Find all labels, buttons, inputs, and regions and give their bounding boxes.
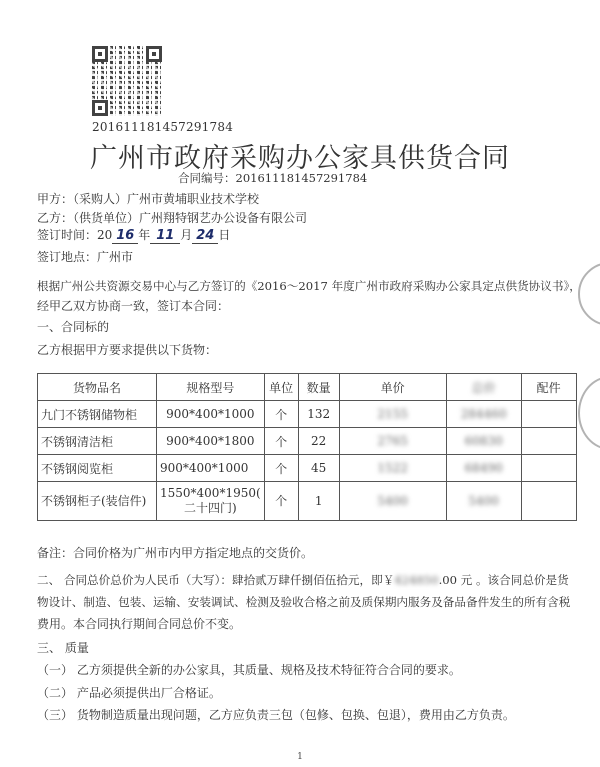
section-3-heading: 三、 质量 — [37, 641, 89, 655]
section-2-line-1 — [37, 572, 569, 588]
cell-spec: 900*400*1000 — [157, 455, 265, 482]
cell-unit: 个 — [264, 428, 298, 455]
seal-stamp-middle — [578, 376, 600, 450]
qr-finder-icon — [92, 46, 108, 62]
party-b — [37, 209, 307, 226]
quality-item-1: （一） 乙方须提供全新的办公家具，其质量、规格及技术特征符合合同的要求。 — [37, 663, 461, 677]
sign-year-handwritten: 16 — [112, 228, 138, 244]
goods-table — [37, 373, 577, 521]
qr-finder-icon — [146, 46, 162, 62]
table-row — [38, 401, 577, 428]
intro-line-2: 经甲乙双方协商一致，签订本合同： — [37, 299, 230, 313]
page-number: 1 — [297, 752, 303, 762]
cell-unit-price: 2765 — [339, 428, 446, 455]
table-row — [38, 482, 577, 521]
qr-number: 201611181457291784 — [92, 120, 234, 134]
cell-unit: 个 — [264, 455, 298, 482]
sign-day-handwritten: 24 — [192, 228, 218, 244]
sign-place-label: 签订地点： — [37, 250, 98, 264]
cell-qty: 132 — [298, 401, 339, 428]
section-2-line-2: 物设计、制造、包装、运输、安装调试、检测及验收合格之前及质保期内服务及备品备件发生的所有含税 — [37, 595, 571, 609]
col-header-qty: 数量 — [298, 374, 339, 401]
cell-unit-price: 1522 — [339, 455, 446, 482]
cell-unit-price: 5400 — [339, 482, 446, 521]
total-amount: 424850 — [394, 573, 439, 587]
seal-stamp-top — [578, 262, 600, 326]
section-1-subheading: 乙方根据甲方要求提供以下货物： — [37, 343, 218, 357]
month-char: 月 — [180, 228, 193, 242]
cell-total: 60830 — [446, 428, 521, 455]
cell-accessory — [521, 455, 576, 482]
sign-place-value: 广州市 — [97, 250, 134, 264]
cell-qty: 1 — [298, 482, 339, 521]
party-b-label: 乙方：（供货单位） — [37, 211, 140, 225]
table-header-row — [38, 374, 577, 401]
cell-accessory — [521, 482, 576, 521]
table-row — [38, 455, 577, 482]
cell-spec: 900*400*1000 — [157, 401, 265, 428]
section-2-prefix: 二、 合同总价总价为人民币（大写）：肆拾贰万肆仟捌佰伍拾元，即￥ — [37, 573, 395, 587]
quality-item-3: （三） 货物制造质量出现问题，乙方应负责三包（包修、包换、包退），费用由乙方负责。 — [37, 708, 515, 722]
cell-name: 不锈钢清洁柜 — [38, 428, 157, 455]
cell-name: 不锈钢柜子(装信件) — [38, 482, 157, 521]
party-b-name: 广州翔特钢艺办公设备有限公司 — [139, 211, 308, 225]
year-char: 年 — [138, 228, 151, 242]
day-char: 日 — [218, 228, 231, 242]
cell-spec: 900*400*1800 — [157, 428, 265, 455]
cell-accessory — [521, 401, 576, 428]
col-header-spec: 规格型号 — [157, 374, 265, 401]
cell-spec-line-1: 1550*400*1950( — [160, 486, 261, 500]
section-1-heading: 一、合同标的 — [37, 320, 110, 334]
sign-date — [37, 226, 230, 244]
section-2-line-3: 费用。本合同执行期间合同总价不变。 — [37, 617, 242, 631]
cell-qty: 45 — [298, 455, 339, 482]
quality-item-2: （二） 产品必须提供出厂合格证。 — [37, 686, 221, 700]
party-a — [37, 190, 259, 207]
sign-place — [37, 248, 133, 265]
section-2-suffix: .00 元 。该合同总价是货 — [438, 573, 569, 587]
qr-finder-icon — [92, 100, 108, 116]
cell-unit: 个 — [264, 401, 298, 428]
party-a-label: 甲方：（采购人） — [37, 192, 128, 206]
cell-unit-price: 2155 — [339, 401, 446, 428]
cell-total: 68490 — [446, 455, 521, 482]
cell-qty: 22 — [298, 428, 339, 455]
party-a-name: 广州市黄埔职业技术学校 — [127, 192, 260, 206]
col-header-unit-price: 单价 — [339, 374, 446, 401]
col-header-name: 货物品名 — [38, 374, 157, 401]
col-header-total: 总价 — [446, 374, 521, 401]
sign-month-handwritten: 11 — [150, 228, 180, 244]
col-header-unit: 单位 — [264, 374, 298, 401]
cell-spec-line-2: 二十四门) — [183, 501, 237, 515]
qr-code — [92, 46, 162, 116]
cell-total: 284460 — [446, 401, 521, 428]
cell-spec — [157, 482, 265, 521]
contract-number — [178, 170, 367, 186]
sign-date-label: 签订时间：20 — [37, 228, 113, 242]
cell-name: 不锈钢阅览柜 — [38, 455, 157, 482]
cell-name: 九门不锈钢储物柜 — [38, 401, 157, 428]
table-row — [38, 428, 577, 455]
cell-unit: 个 — [264, 482, 298, 521]
col-header-accessory: 配件 — [521, 374, 576, 401]
remark: 备注：合同价格为广州市内甲方指定地点的交货价。 — [37, 546, 314, 560]
intro-line-1: 根据广州公共资源交易中心与乙方签订的《2016～2017 年度广州市政府采购办公家具定点供货协议书》， — [37, 279, 581, 293]
document-title: 广州市政府采购办公家具供货合同 — [90, 143, 510, 174]
contract-number-value: 201611181457291784 — [235, 171, 368, 185]
contract-number-label: 合同编号： — [178, 171, 236, 185]
cell-accessory — [521, 428, 576, 455]
cell-total: 5400 — [446, 482, 521, 521]
